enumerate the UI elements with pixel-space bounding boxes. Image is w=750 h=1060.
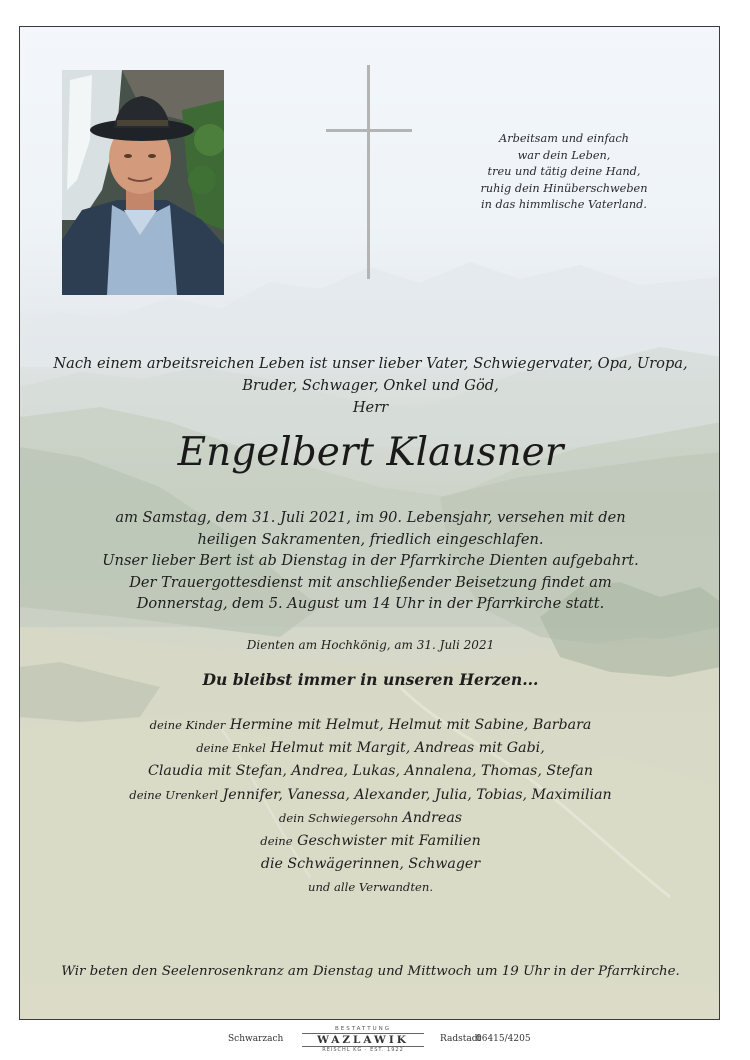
intro-line: Herr [352,399,389,416]
intro-line: Bruder, Schwager, Onkel und Göd, [242,377,499,394]
mourners-enkel-cont: Claudia mit Stefan, Andrea, Lukas, Annalena, Thomas, Stefan [147,763,594,780]
place-date: Dienten am Hochkönig, am 31. Juli 2021 [246,638,495,652]
poem-line: ruhig dein Hinüberschweben [480,181,648,195]
mourners-lead: deine [260,834,293,849]
details-line: Der Trauergottesdienst mit anschließender Beisetzung findet am [129,573,612,591]
intro-line: Nach einem arbeitsreichen Leben ist unser lieber Vater, Schwiegervater, Opa, Uropa, [53,355,688,372]
poem [450,131,678,214]
poem-line: Arbeitsam und einfach [499,132,629,145]
death-details [20,507,720,615]
details-line: Unser lieber Bert ist ab Dienstag in der Pfarrkirche Dienten aufgebahrt. [102,552,639,569]
details-line: Donnerstag, dem 5. August um 14 Uhr in der Pfarrkirche statt. [136,595,605,612]
mourners-kinder [20,714,720,737]
mourners-verwandte: und alle Verwandten. [307,880,434,895]
poem-line: war dein Leben, [517,148,611,162]
intro-text [20,353,720,419]
details-line: heiligen Sakramenten, friedlich eingeschlafen. [197,530,544,548]
mourners-geschwister [20,830,720,853]
mourners-names: Andreas [402,809,463,826]
mourners-schwiegersohn [20,807,720,830]
mourners-lead: deine Enkel [196,741,266,756]
footer-location-left: Schwarzach [228,1034,284,1044]
details-line: am Samstag, dem 31. Juli 2021, im 90. Lebensjahr, versehen mit den [115,509,626,526]
deceased-name: Engelbert Klausner [177,430,564,475]
mourners-lead: deine Urenkerl [129,787,219,802]
logo-top-text: BESTATTUNG [334,1026,392,1032]
motto: Du bleibst immer in unseren Herzen... [202,670,539,689]
mourners-enkel [20,737,720,760]
mourners-names: Geschwister mit Familien [297,833,481,850]
mourners-list [20,714,720,900]
mourners-names: Jennifer, Vanessa, Alexander, Julia, Tobias, Maximilian [222,786,612,803]
mourners-lead: deine Kinder [149,718,226,732]
funeral-home-logo [296,1026,430,1054]
mourners-names: Hermine mit Helmut, Helmut mit Sabine, Barbara [229,717,592,733]
cross-icon [326,65,412,279]
mourners-schwaegerinnen: die Schwägerinnen, Schwager [260,856,481,873]
mourners-lead: dein Schwiegersohn [278,810,399,825]
poem-line: in das himmlische Vaterland. [481,198,647,212]
rosary-notice: Wir beten den Seelenrosenkranz am Dienstag und Mittwoch um 19 Uhr in der Pfarrkirche. [61,964,680,979]
portrait-photo [62,70,224,295]
obituary-card [19,26,720,1020]
poem-line: treu und tätig deine Hand, [487,165,641,179]
footer-phone: 06415/4205 [476,1034,531,1044]
logo-bottom-text: REISCHL KG · EST. 1922 [322,1047,404,1053]
footer [0,1026,750,1056]
mourners-urenkel [20,784,720,807]
footer-location-right: Radstadt [440,1034,482,1044]
mourners-names: Helmut mit Margit, Andreas mit Gabi, [270,740,545,757]
logo-name: WAZLAWIK [317,1034,409,1046]
